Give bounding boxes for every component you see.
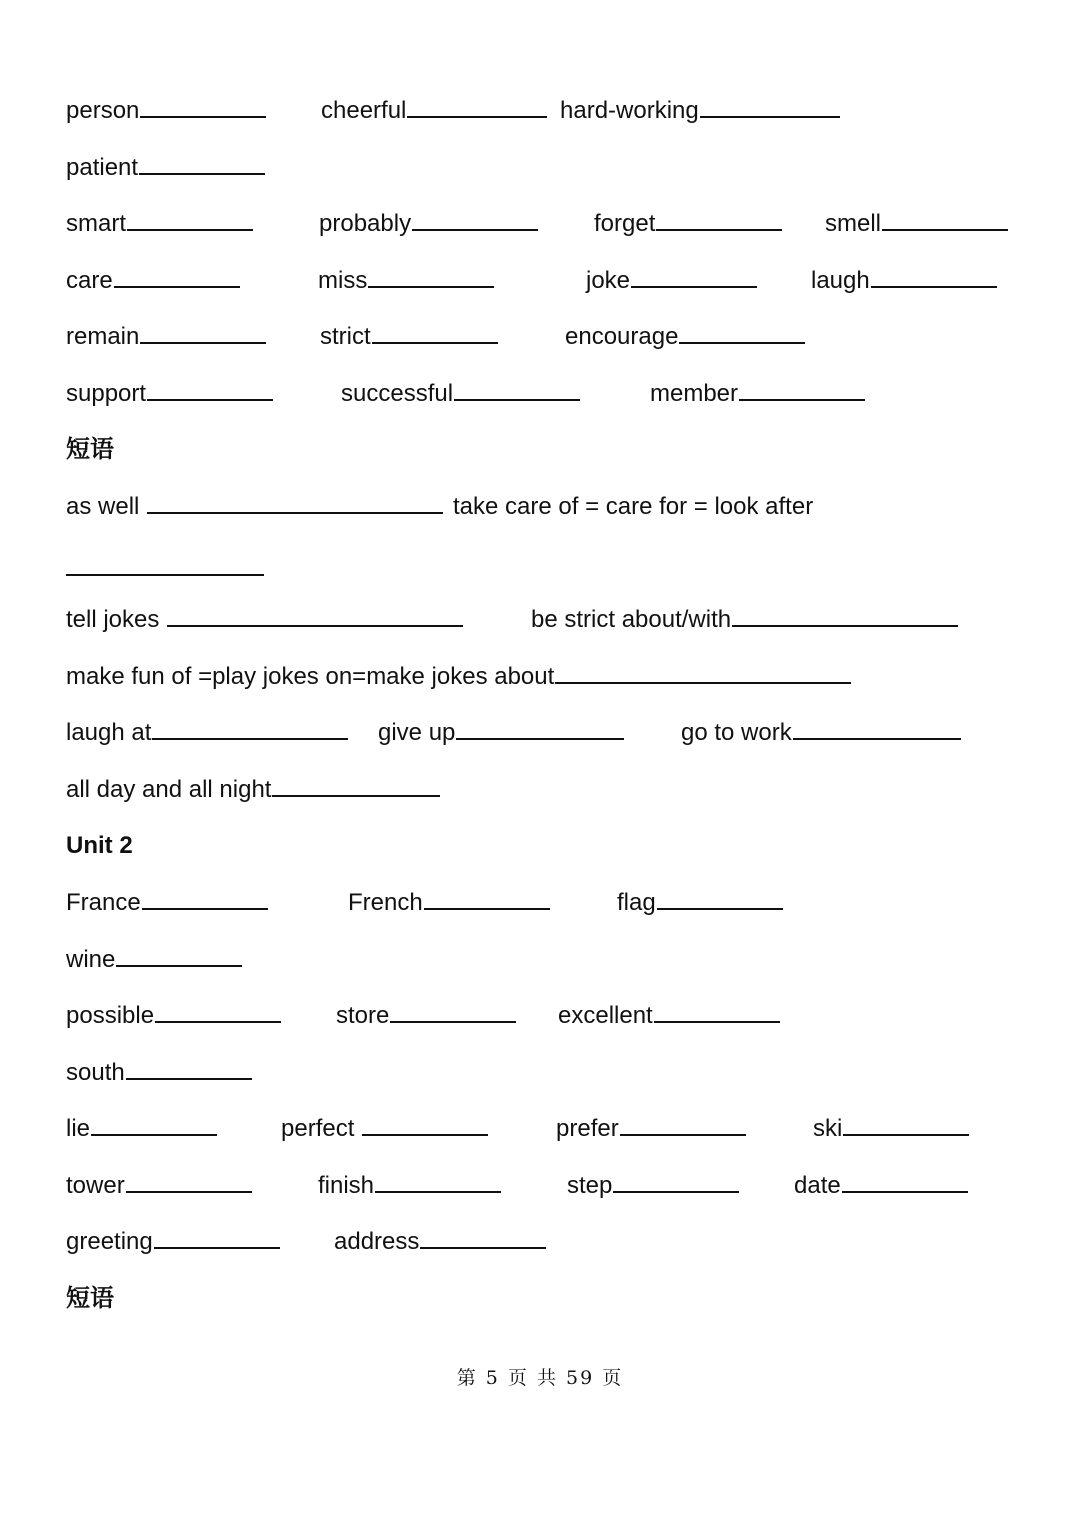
phrase-item: go to work — [681, 718, 961, 748]
page-number: 第 5 页 共 59 页 — [456, 1367, 624, 1389]
answer-blank[interactable] — [679, 324, 805, 344]
word-item: care — [66, 266, 240, 296]
answer-blank[interactable] — [732, 607, 958, 627]
word-item: perfect — [281, 1114, 488, 1144]
word-item: strict — [320, 322, 498, 352]
answer-blank[interactable] — [114, 268, 240, 288]
word-item: lie — [66, 1114, 217, 1144]
word-row — [66, 945, 1040, 979]
word-row — [66, 153, 1040, 187]
answer-blank[interactable] — [139, 155, 265, 175]
answer-blank[interactable] — [657, 890, 783, 910]
word-row — [66, 209, 1040, 243]
word-item: ski — [813, 1114, 969, 1144]
word-item: south — [66, 1058, 252, 1088]
word-item: smell — [825, 209, 1008, 239]
answer-blank[interactable] — [656, 211, 782, 231]
answer-blank[interactable] — [147, 494, 443, 514]
answer-blank[interactable] — [91, 1116, 217, 1136]
word-item: store — [336, 1001, 516, 1031]
word-item: greeting — [66, 1227, 280, 1257]
word-item: successful — [341, 379, 580, 409]
word-item: French — [348, 888, 550, 918]
answer-blank[interactable] — [66, 574, 264, 576]
answer-blank[interactable] — [167, 607, 463, 627]
word-item: support — [66, 379, 273, 409]
answer-blank[interactable] — [420, 1229, 546, 1249]
word-item: remain — [66, 322, 266, 352]
word-row — [66, 266, 1040, 300]
word-item: forget — [594, 209, 782, 239]
word-item: miss — [318, 266, 494, 296]
phrase-item: all day and all night — [66, 775, 440, 805]
answer-blank[interactable] — [793, 720, 961, 740]
answer-blank[interactable] — [147, 381, 273, 401]
answer-blank[interactable] — [871, 268, 997, 288]
answer-blank[interactable] — [154, 1229, 280, 1249]
answer-blank[interactable] — [882, 211, 1008, 231]
answer-blank[interactable] — [424, 890, 550, 910]
answer-blank[interactable] — [555, 664, 851, 684]
word-item: laugh — [811, 266, 997, 296]
answer-blank[interactable] — [412, 211, 538, 231]
word-item: flag — [617, 888, 783, 918]
phrase-item: tell jokes — [66, 605, 463, 635]
answer-blank[interactable] — [843, 1116, 969, 1136]
word-item: step — [567, 1171, 739, 1201]
answer-blank[interactable] — [375, 1173, 501, 1193]
word-item: France — [66, 888, 268, 918]
answer-blank[interactable] — [140, 324, 266, 344]
word-row — [66, 322, 1040, 356]
answer-blank[interactable] — [654, 1003, 780, 1023]
answer-blank[interactable] — [140, 98, 266, 118]
word-item: tower — [66, 1171, 252, 1201]
word-item: smart — [66, 209, 253, 239]
word-row — [66, 1058, 1040, 1092]
word-item: wine — [66, 945, 242, 975]
answer-blank[interactable] — [127, 211, 253, 231]
answer-blank[interactable] — [739, 381, 865, 401]
answer-blank[interactable] — [390, 1003, 516, 1023]
answer-blank[interactable] — [362, 1116, 488, 1136]
answer-blank[interactable] — [613, 1173, 739, 1193]
word-item: patient — [66, 153, 265, 183]
answer-blank[interactable] — [842, 1173, 968, 1193]
word-row — [66, 888, 1040, 922]
answer-blank[interactable] — [631, 268, 757, 288]
answer-blank[interactable] — [372, 324, 498, 344]
answer-blank[interactable] — [407, 98, 547, 118]
word-row — [66, 96, 1040, 130]
word-item: prefer — [556, 1114, 746, 1144]
word-row — [66, 1227, 1040, 1261]
answer-blank[interactable] — [142, 890, 268, 910]
phrase-row — [66, 718, 1040, 752]
phrases-heading: 短语 — [66, 1284, 114, 1312]
phrase-row — [66, 775, 1040, 809]
word-row — [66, 1001, 1040, 1035]
word-item: probably — [319, 209, 538, 239]
word-row — [66, 1114, 1040, 1148]
phrase-item: make fun of =play jokes on=make jokes about — [66, 662, 851, 692]
word-item: address — [334, 1227, 546, 1257]
answer-blank[interactable] — [116, 947, 242, 967]
answer-blank[interactable] — [456, 720, 624, 740]
answer-blank[interactable] — [126, 1173, 252, 1193]
phrase-row — [66, 662, 1040, 696]
word-item: date — [794, 1171, 968, 1201]
answer-blank[interactable] — [700, 98, 840, 118]
word-item: possible — [66, 1001, 281, 1031]
phrase-item: take care of = care for = look after — [453, 493, 814, 520]
word-row — [66, 1171, 1040, 1205]
word-item: encourage — [565, 322, 805, 352]
phrases-heading: 短语 — [66, 435, 114, 463]
phrase-row — [66, 605, 1040, 639]
phrase-item: give up — [378, 718, 624, 748]
word-item: joke — [586, 266, 757, 296]
word-item: hard-working — [560, 96, 840, 126]
phrase-item: laugh at — [66, 718, 348, 748]
answer-blank[interactable] — [155, 1003, 281, 1023]
word-row — [66, 379, 1040, 413]
word-item: excellent — [558, 1001, 780, 1031]
unit-heading: Unit 2 — [66, 832, 133, 859]
word-item: finish — [318, 1171, 501, 1201]
phrase-item: as well — [66, 492, 443, 522]
answer-blank[interactable] — [454, 381, 580, 401]
word-item: member — [650, 379, 865, 409]
answer-blank[interactable] — [152, 720, 348, 740]
answer-blank[interactable] — [272, 777, 440, 797]
phrase-row — [66, 492, 1040, 526]
answer-blank[interactable] — [620, 1116, 746, 1136]
phrase-item: be strict about/with — [531, 605, 958, 635]
answer-blank[interactable] — [368, 268, 494, 288]
word-item: cheerful — [321, 96, 547, 126]
answer-blank[interactable] — [126, 1060, 252, 1080]
word-item: person — [66, 96, 266, 126]
